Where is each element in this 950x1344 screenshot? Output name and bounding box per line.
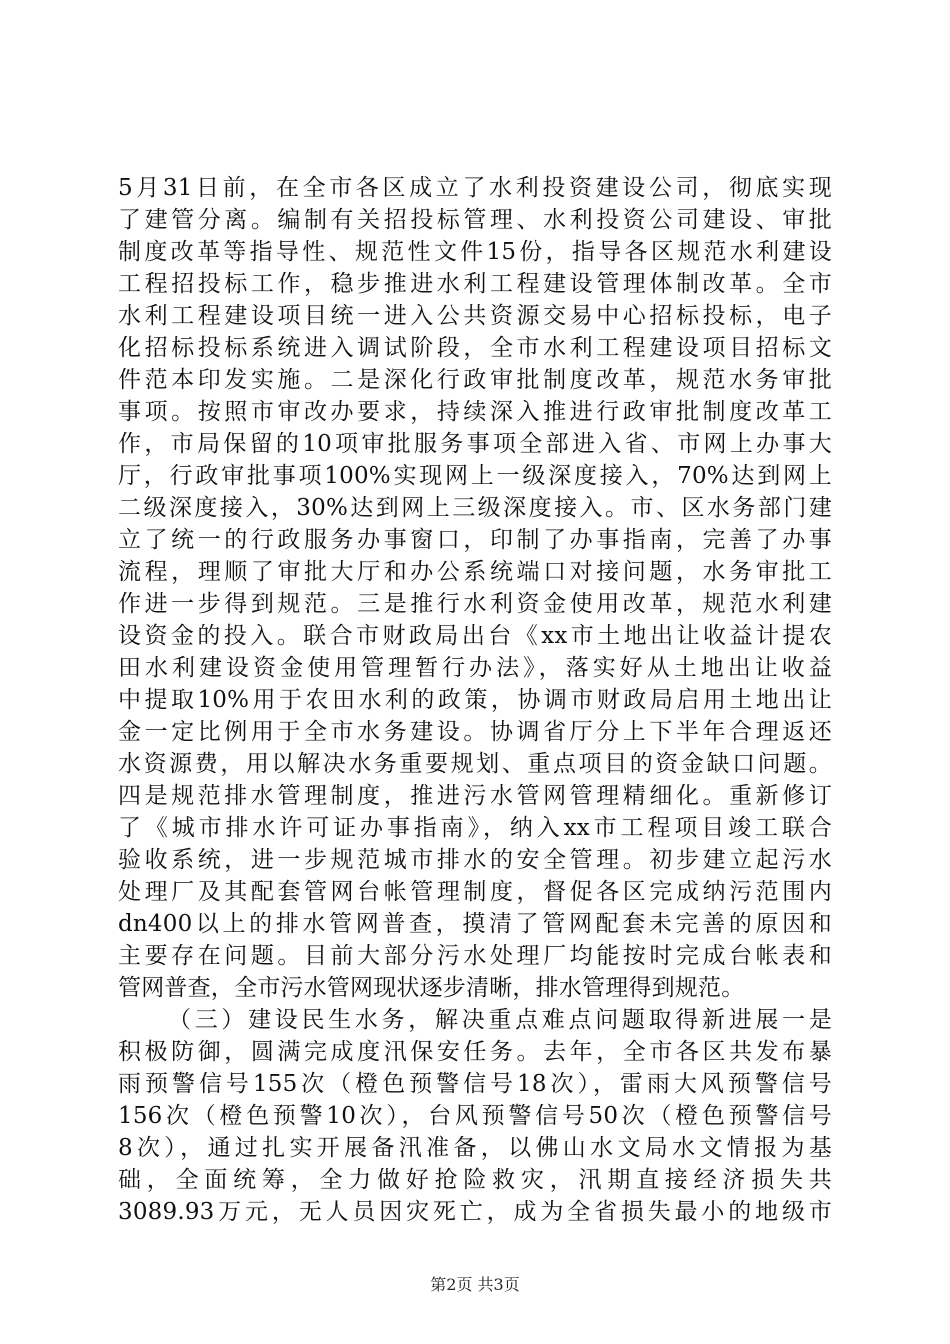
section-heading-line: （三）建设民生水务，解决重点难点问题取得新进展一是: [168, 1007, 832, 1033]
text-line: 156次（橙色预警10次），台风预警信号50次（橙色预警信号: [118, 1103, 832, 1129]
text-line: 了《城市排水许可证办事指南》，纳入xx市工程项目竣工联合: [118, 815, 832, 841]
text-line: 流程，理顺了审批大厅和办公系统端口对接问题，水务审批工: [118, 559, 832, 585]
text-line: 管网普查，全市污水管网现状逐步清晰，排水管理得到规范。: [118, 975, 745, 1001]
text-line: 作，市局保留的10项审批服务事项全部进入省、市网上办事大: [118, 431, 832, 457]
text-line: 工程招投标工作，稳步推进水利工程建设管理体制改革。全市: [118, 271, 832, 297]
text-line: 中提取10%用于农田水利的政策，协调市财政局启用土地出让: [118, 687, 832, 713]
text-line: 8次），通过扎实开展备汛准备，以佛山水文局水文情报为基: [118, 1135, 832, 1161]
text-line: 水资源费，用以解决水务重要规划、重点项目的资金缺口问题。: [118, 751, 832, 777]
text-line: 二级深度接入，30%达到网上三级深度接入。市、区水务部门建: [118, 495, 832, 521]
text-line: 作进一步得到规范。三是推行水利资金使用改革，规范水利建: [118, 591, 832, 617]
text-line: 积极防御，圆满完成度汛保安任务。去年，全市各区共发布暴: [118, 1039, 832, 1065]
text-line: dn400以上的排水管网普查，摸清了管网配套未完善的原因和: [118, 911, 832, 937]
text-line: 金一定比例用于全市水务建设。协调省厅分上下半年合理返还: [118, 719, 832, 745]
text-line: 验收系统，进一步规范城市排水的安全管理。初步建立起污水: [118, 847, 832, 873]
text-line: 立了统一的行政服务办事窗口，印制了办事指南，完善了办事: [118, 527, 832, 553]
text-line: 水利工程建设项目统一进入公共资源交易中心招标投标，电子: [118, 303, 832, 329]
text-line: 设资金的投入。联合市财政局出台《xx市土地出让收益计提农: [118, 623, 832, 649]
text-line: 厅，行政审批事项100%实现网上一级深度接入，70%达到网上: [118, 463, 832, 489]
text-line: 主要存在问题。目前大部分污水处理厂均能按时完成台帐表和: [118, 943, 832, 969]
text-line: 化招标投标系统进入调试阶段，全市水利工程建设项目招标文: [118, 335, 832, 361]
text-line: 事项。按照市审改办要求，持续深入推进行政审批制度改革工: [118, 399, 832, 425]
text-line: 四是规范排水管理制度，推进污水管网管理精细化。重新修订: [118, 783, 832, 809]
page-number-footer: 第2页 共3页: [430, 1275, 520, 1294]
text-line: 了建管分离。编制有关招投标管理、水利投资公司建设、审批: [118, 207, 832, 233]
text-line: 5月31日前，在全市各区成立了水利投资建设公司，彻底实现: [118, 175, 832, 201]
text-line: 制度改革等指导性、规范性文件15份，指导各区规范水利建设: [118, 239, 832, 265]
text-line: 础，全面统筹，全力做好抢险救灾，汛期直接经济损失共: [118, 1167, 832, 1193]
text-line: 3089.93万元，无人员因灾死亡，成为全省损失最小的地级市: [118, 1199, 832, 1225]
text-line: 雨预警信号155次（橙色预警信号18次），雷雨大风预警信号: [118, 1071, 832, 1097]
text-line: 处理厂及其配套管网台帐管理制度，督促各区完成纳污范围内: [118, 879, 832, 905]
text-line: 件范本印发实施。二是深化行政审批制度改革，规范水务审批: [118, 367, 832, 393]
document-body: [118, 172, 832, 1228]
text-line: 田水利建设资金使用管理暂行办法》，落实好从土地出让收益: [118, 655, 832, 681]
